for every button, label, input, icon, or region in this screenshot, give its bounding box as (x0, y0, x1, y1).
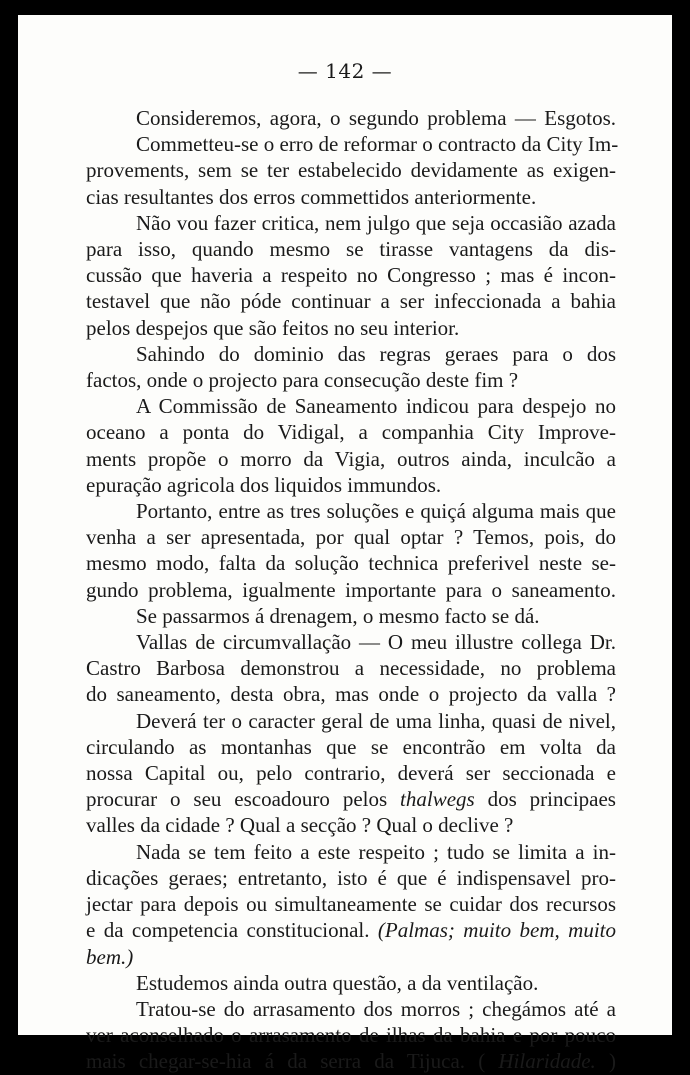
text-line: Nada se tem feito a este respeito ; tudo se limita a in- (136, 839, 616, 864)
text-line: Consideremos, agora, o segundo problema — Esgotos. (136, 106, 616, 130)
text-line: epuração agricola dos liquidos immundos. (86, 472, 442, 497)
text-line: jectar para depois ou simultaneamente se cuidar dos recursos (86, 892, 616, 917)
text-line: para isso, quando mesmo se tirasse vantagens da dis- (86, 237, 616, 262)
text-line: cussão que haveria a respeito no Congresso ; mas é incon- (86, 263, 616, 288)
text-line: dicações geraes; entretanto, isto é que é indispensavel pro- (86, 865, 616, 890)
text-line: Deverá ter o caracter geral de uma linha, quasi de nivel, (136, 708, 616, 733)
text-line: do saneamento, desta obra, mas onde o projecto da valla ? (86, 682, 616, 707)
text-line: cias resultantes dos erros commettidos anteriormente. (86, 184, 537, 209)
text-line: e da competencia constitucional. (Palmas; muito bem, muito (86, 918, 616, 943)
text-line: Estudemos ainda outra questão, a da ventilação. (136, 970, 539, 995)
text-line: Commetteu-se o erro de reformar o contracto da City Im- (136, 132, 619, 157)
text-line: ver aconselhado o arrasamento de ilhas da bahia e por pouco (86, 1023, 616, 1048)
text-line: mais chegar-se-hia á da serra da Tijuca. ( Hilaridade. ) (86, 1049, 616, 1074)
text-line: Se passarmos á drenagem, o mesmo facto se dá. (136, 603, 540, 628)
text-line: circulando as montanhas que se encontrão em volta da (86, 734, 616, 759)
text-line: ments propõe o morro da Vigia, outros ainda, inculcão a (86, 446, 616, 471)
text-line: nossa Capital ou, pelo contrario, deverá ser seccionada e (86, 761, 616, 786)
text-line: Não vou fazer critica, nem julgo que seja occasião azada (136, 210, 616, 235)
text-line: A Commissão de Saneamento indicou para despejo no (136, 394, 616, 419)
text-line: venha a ser apresentada, por qual optar ? Temos, pois, do (86, 525, 616, 550)
text-line: pelos despejos que são feitos no seu interior. (86, 315, 460, 340)
text-line: procurar o seu escoadouro pelos thalwegs dos principaes (86, 787, 616, 812)
text-line: Sahindo do dominio das regras geraes para o dos (136, 341, 616, 366)
text-line: oceano a ponta do Vidigal, a companhia City Improve- (86, 420, 616, 445)
text-line: Tratou-se do arrasamento dos morros ; chegámos até a (136, 996, 616, 1021)
text-line: testavel que não póde continuar a ser infeccionada a bahia (86, 289, 616, 314)
text-line: gundo problema, igualmente importante para o saneamento. (86, 577, 616, 602)
text-line: mesmo modo, falta da solução technica preferivel neste se- (86, 551, 616, 576)
text-line: Castro Barbosa demonstrou a necessidade, no problema (86, 656, 616, 681)
text-line: Portanto, entre as tres soluções e quiçá alguma mais que (136, 499, 616, 524)
text-line: factos, onde o projecto para consecução deste fim ? (86, 368, 519, 393)
text-body (86, 105, 619, 1075)
text-line: valles da cidade ? Qual a secção ? Qual o declive ? (86, 813, 514, 838)
text-line: bem.) (86, 944, 134, 969)
page-number: — 142 — (297, 59, 393, 83)
text-line: Vallas de circumvallação — O meu illustre collega Dr. (136, 630, 616, 655)
text-line: provements, sem se ter estabelecido devidamente as exigen- (86, 158, 616, 183)
book-page (18, 15, 672, 1074)
